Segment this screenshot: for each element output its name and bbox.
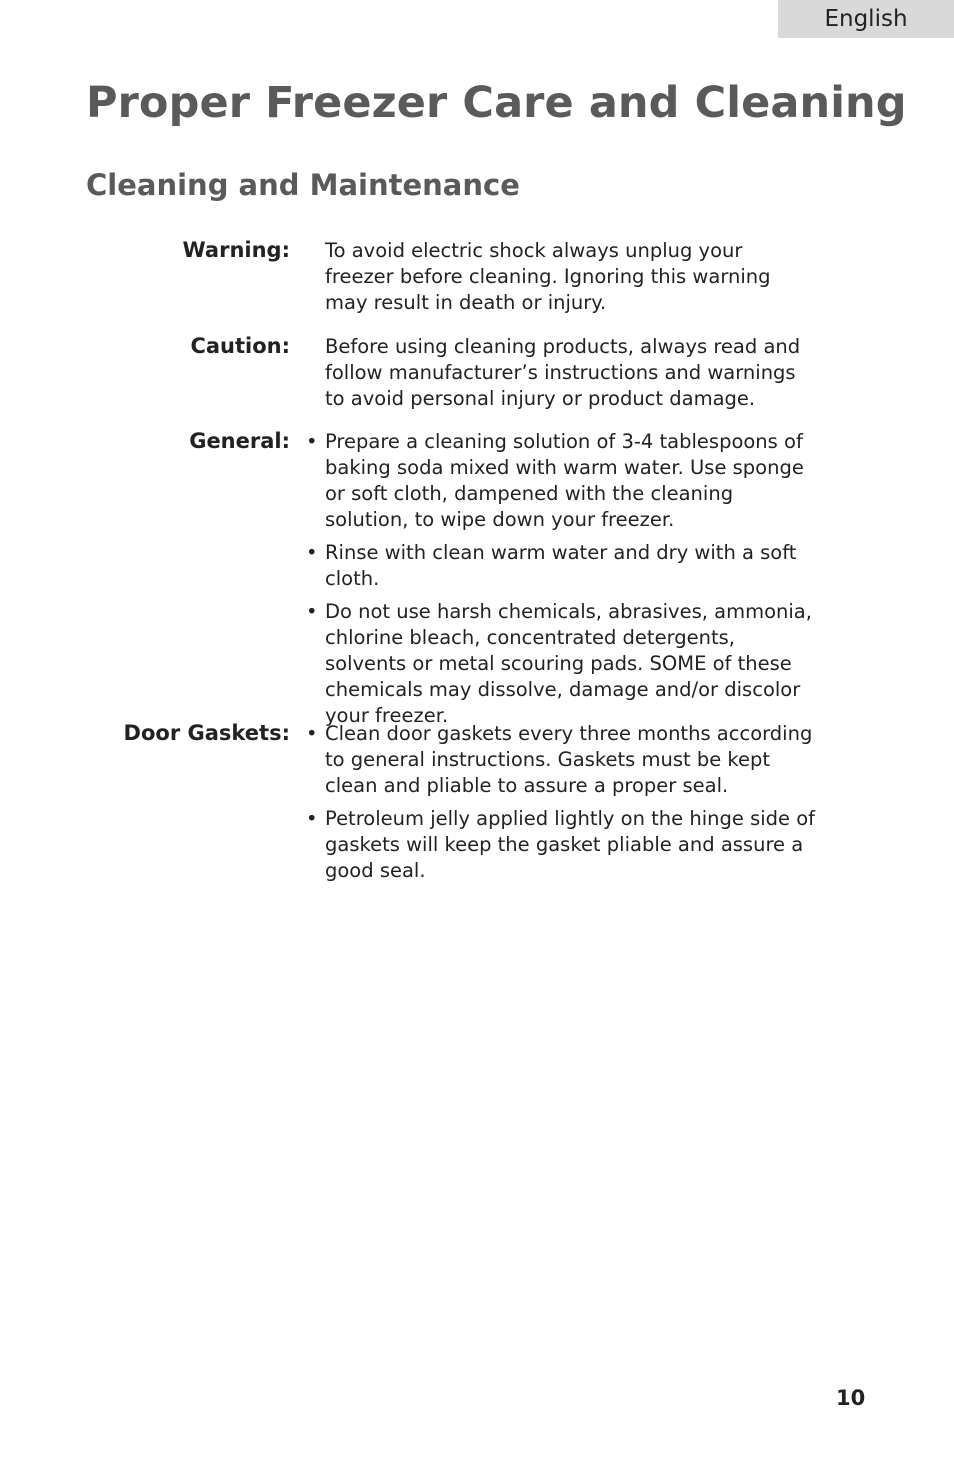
door-gaskets-bullet-list: [306, 721, 815, 891]
page-number: 10: [836, 1386, 866, 1410]
caution-label: Caution:: [190, 334, 290, 358]
list-item-text: Prepare a cleaning solution of 3-4 tablespoons of baking soda mixed with warm water. Use sponge or soft cloth, dampened with the cleaning solution, to wipe down your freezer.: [325, 430, 804, 531]
list-item-text: Petroleum jelly applied lightly on the hinge side of gaskets will keep the gasket pliable and assure a good seal.: [325, 807, 816, 882]
bullet-icon: •: [306, 600, 318, 623]
list-item: [306, 806, 815, 884]
bullet-icon: •: [306, 807, 318, 830]
list-item: [306, 429, 815, 533]
door-gaskets-label: Door Gaskets:: [123, 721, 290, 745]
list-item-text: Do not use harsh chemicals, abrasives, ammonia, chlorine bleach, concentrated detergents, solvents or metal scouring pads. SOME of these chemicals may dissolve, damage and/or discolor your freezer.: [325, 600, 812, 727]
warning-text: To avoid electric shock always unplug your freezer before cleaning. Ignoring this warning may result in death or injury.: [325, 239, 771, 314]
caution-text: Before using cleaning products, always read and follow manufacturer’s instructions and warnings to avoid personal injury or product damage.: [325, 335, 801, 410]
page-title: Proper Freezer Care and Cleaning: [86, 78, 907, 128]
list-item: [306, 599, 815, 729]
list-item: [306, 540, 815, 592]
list-item-text: Rinse with clean warm water and dry with a soft cloth.: [325, 541, 797, 590]
bullet-icon: •: [306, 541, 318, 564]
general-label: General:: [189, 429, 290, 453]
bullet-icon: •: [306, 430, 318, 453]
section-title: Cleaning and Maintenance: [86, 168, 520, 202]
bullet-icon: •: [306, 722, 318, 745]
list-item: [306, 721, 815, 799]
language-tab: English: [778, 0, 954, 38]
warning-label: Warning:: [182, 238, 290, 262]
list-item-text: Clean door gaskets every three months according to general instructions. Gaskets must be kept clean and pliable to assure a proper seal.: [325, 722, 813, 797]
general-bullet-list: [306, 429, 815, 736]
